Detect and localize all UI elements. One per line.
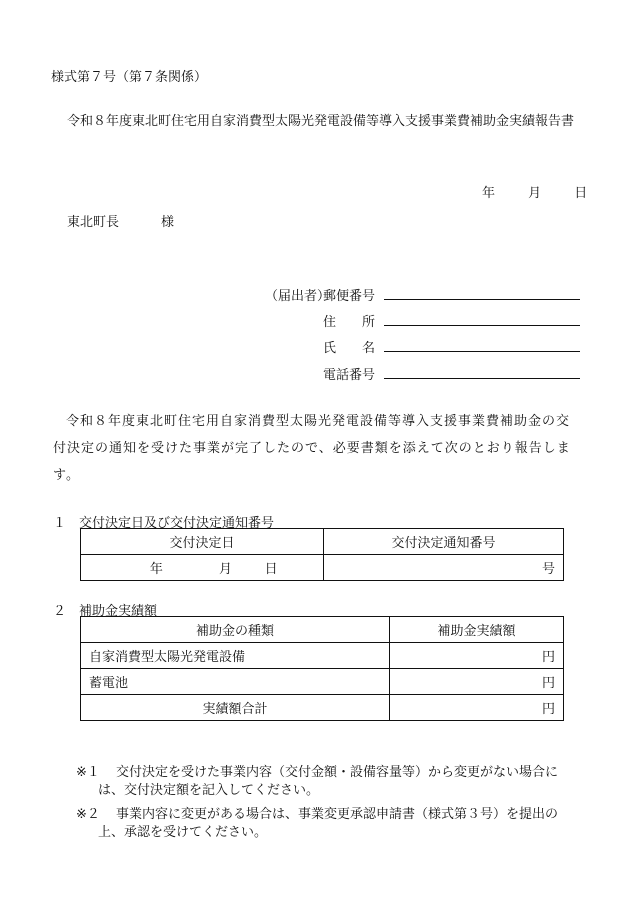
date-year: 年 xyxy=(482,186,496,201)
note-2-mark: ※２ xyxy=(76,807,100,822)
amount-total-cell[interactable] xyxy=(390,695,564,721)
addressee xyxy=(67,211,174,230)
decision-month: 月 xyxy=(218,562,232,577)
postal-code-field[interactable] xyxy=(384,283,580,300)
table-row xyxy=(81,643,564,669)
addressee-honorific: 様 xyxy=(161,215,175,230)
report-body: 令和８年度東北町住宅用自家消費型太陽光発電設備等導入支援事業費補助金の交付決定の通知を受けた事業が完了したので、必要書類を添えて次のとおり報告します。 xyxy=(53,414,571,483)
amount-battery-cell[interactable] xyxy=(390,669,564,695)
address-field[interactable] xyxy=(384,309,580,326)
row-type-solar: 自家消費型太陽光発電設備 xyxy=(81,643,390,669)
postal-code-label: 郵便番号 xyxy=(323,289,376,304)
table-row xyxy=(81,669,564,695)
col-subsidy-amount: 補助金実績額 xyxy=(390,617,564,643)
addressee-name: 東北町長 xyxy=(67,215,120,230)
row-type-total: 実績額合計 xyxy=(81,695,390,721)
name-label: 氏 名 xyxy=(323,341,376,356)
col-decision-date: 交付決定日 xyxy=(81,529,324,555)
section2-heading: ２ 補助金実績額 xyxy=(53,604,158,619)
phone-row xyxy=(323,364,375,384)
amount-unit: 円 xyxy=(541,650,555,665)
amount-table xyxy=(80,616,564,721)
note-1-line1: 交付決定を受けた事業内容（交付金額・設備容量等）から変更がない場合に xyxy=(116,765,559,780)
address-row xyxy=(323,311,375,331)
applicant-prefix: （届出者） xyxy=(265,289,331,304)
date-day: 日 xyxy=(574,186,588,201)
note-2 xyxy=(76,806,586,842)
note-1-line2: は、交付決定額を記入してください。 xyxy=(98,783,320,798)
phone-label: 電話番号 xyxy=(323,368,376,383)
row-type-battery: 蓄電池 xyxy=(81,669,390,695)
decision-number-cell[interactable] xyxy=(324,555,564,581)
decision-number-suffix: 号 xyxy=(541,562,555,577)
decision-date-cell[interactable] xyxy=(81,555,324,581)
postal-code-row xyxy=(323,285,375,305)
name-field[interactable] xyxy=(384,335,580,352)
section1-heading: １ 交付決定日及び交付決定通知番号 xyxy=(53,516,275,531)
note-1 xyxy=(76,764,586,800)
document-title: 令和８年度東北町住宅用自家消費型太陽光発電設備等導入支援事業費補助金実績報告書 xyxy=(67,114,575,129)
phone-field[interactable] xyxy=(384,362,580,379)
date-line xyxy=(482,182,587,201)
name-row xyxy=(323,337,375,357)
note-2-line1: 事業内容に変更がある場合は、事業変更承認申請書（様式第３号）を提出の xyxy=(116,807,559,822)
address-label: 住 所 xyxy=(323,315,376,330)
amount-unit: 円 xyxy=(541,702,555,717)
decision-day: 日 xyxy=(264,562,278,577)
amount-unit: 円 xyxy=(541,676,555,691)
col-decision-number: 交付決定通知番号 xyxy=(324,529,564,555)
decision-year: 年 xyxy=(149,562,163,577)
form-number: 様式第７号（第７条関係） xyxy=(51,70,208,85)
table-row xyxy=(81,695,564,721)
amount-solar-cell[interactable] xyxy=(390,643,564,669)
col-subsidy-type: 補助金の種類 xyxy=(81,617,390,643)
decision-table xyxy=(80,528,564,581)
note-2-line2: 上、承認を受けてください。 xyxy=(98,825,268,840)
date-month: 月 xyxy=(528,186,542,201)
note-1-mark: ※１ xyxy=(76,765,100,780)
